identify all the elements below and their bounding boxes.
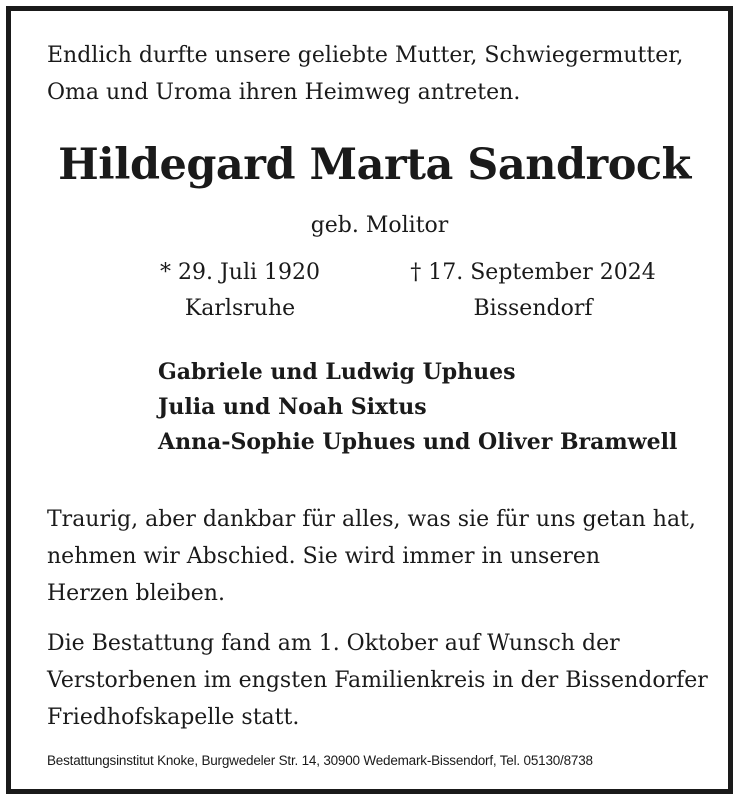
death-info [403,255,663,327]
family-list [158,355,677,460]
death-date: † 17. September 2024 [410,260,656,285]
funeral-line-1: Die Bestattung fand am 1. Oktober auf Wunsch der [47,631,620,656]
obituary-frame [6,6,733,794]
intro-line-2: Oma und Uroma ihren Heimweg antreten. [47,80,521,105]
funeral-notice [47,625,717,736]
birth-place: Karlsruhe [184,296,296,321]
birth-date: * 29. Juli 1920 [159,260,320,285]
funeral-line-3: Friedhofskapelle statt. [47,705,300,730]
birth-info [151,255,329,327]
farewell-line-3: Herzen bleiben. [47,581,225,606]
intro-text [47,37,707,111]
funeral-line-2: Verstorbenen im engsten Familienkreis in der Bissendorfer [47,668,708,693]
family-member-line: Gabriele und Ludwig Uphues [158,359,516,385]
farewell-line-2: nehmen wir Abschied. Sie wird immer in unseren [47,544,601,569]
farewell-line-1: Traurig, aber dankbar für alles, was sie für uns getan hat, [47,507,696,532]
farewell-text [47,501,717,612]
family-member-line: Julia und Noah Sixtus [158,394,427,420]
death-place: Bissendorf [473,296,593,321]
funeral-home-contact: Bestattungsinstitut Knoke, Burgwedeler Str. 14, 30900 Wedemark-Bissendorf, Tel. 05130/8738 [47,753,593,768]
intro-line-1: Endlich durfte unsere geliebte Mutter, Schwiegermutter, [47,43,684,68]
deceased-name: Hildegard Marta Sandrock [58,140,691,190]
family-member-line: Anna-Sophie Uphues und Oliver Bramwell [158,429,678,455]
maiden-name: geb. Molitor [310,213,449,238]
